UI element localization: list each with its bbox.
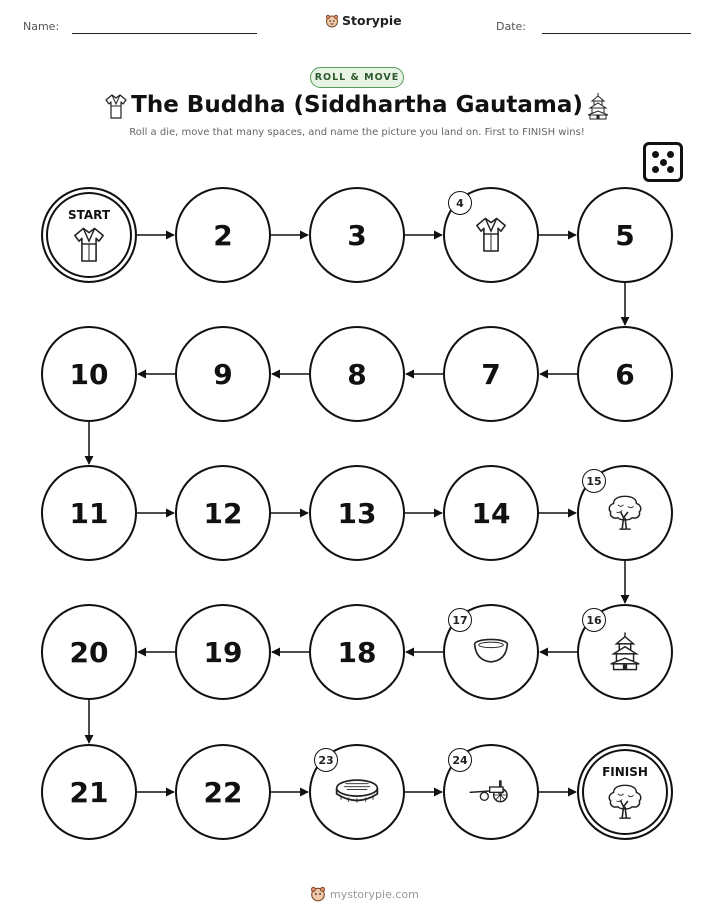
page-title: The Buddha (Siddhartha Gautama) [131,92,583,118]
space-number: 20 [69,635,109,669]
board-space-13 [309,465,405,561]
board-space-6 [577,326,673,422]
brand-name: Storypie [342,13,402,28]
space-number: 6 [615,357,635,391]
space-number-badge: 24 [448,748,472,772]
board-space-11 [41,465,137,561]
board-space-21 [41,744,137,840]
board-space-2 [175,187,271,283]
space-number: 3 [347,218,367,252]
space-number: 18 [337,635,377,669]
space-label: FINISH [602,765,648,779]
board-space-7 [443,326,539,422]
space-number: 22 [203,775,243,809]
board-space-22 [175,744,271,840]
name-label: Name: [23,20,60,33]
instructions: Roll a die, move that many spaces, and name the picture you land on. First to FINISH wins! [129,127,585,138]
board-space-finish [577,744,673,840]
space-number-badge: 16 [582,608,606,632]
space-number: 21 [69,775,109,809]
pagoda-temple-icon [609,631,641,675]
stone-disc-icon [332,775,382,811]
space-number: 7 [481,357,501,391]
roll-and-move-badge: ROLL & MOVE [310,67,404,88]
space-number: 12 [203,496,243,530]
space-label: START [67,208,111,222]
board-space-5 [577,187,673,283]
chariot-icon [466,779,516,807]
date-label: Date: [496,20,526,33]
board-space-8 [309,326,405,422]
board-space-20 [41,604,137,700]
robe-icon [474,214,508,258]
space-number: 10 [69,357,109,391]
bodhi-tree-icon [605,492,645,536]
board-space-14 [443,465,539,561]
space-number: 5 [615,218,635,252]
footer [310,886,419,902]
space-number: 9 [213,357,233,391]
space-number: 2 [213,218,233,252]
board-space-start [41,187,137,283]
space-number-badge: 15 [582,469,606,493]
board-space-12 [175,465,271,561]
robe-icon [72,224,106,268]
footer-url: mystorypie.com [330,887,419,901]
space-number-badge: 4 [448,191,472,215]
space-number: 13 [337,496,377,530]
board-space-19 [175,604,271,700]
board-space-18 [309,604,405,700]
board-space-10 [41,326,137,422]
storypie-mascot-icon [310,886,326,902]
board-space-3 [309,187,405,283]
space-number: 8 [347,357,367,391]
space-number: 19 [203,635,243,669]
space-number: 14 [471,496,511,530]
alms-bowl-icon [470,636,512,670]
bodhi-tree-icon [605,781,645,825]
space-number-badge: 17 [448,608,472,632]
space-number: 11 [69,496,109,530]
board-space-9 [175,326,271,422]
space-number-badge: 23 [314,748,338,772]
